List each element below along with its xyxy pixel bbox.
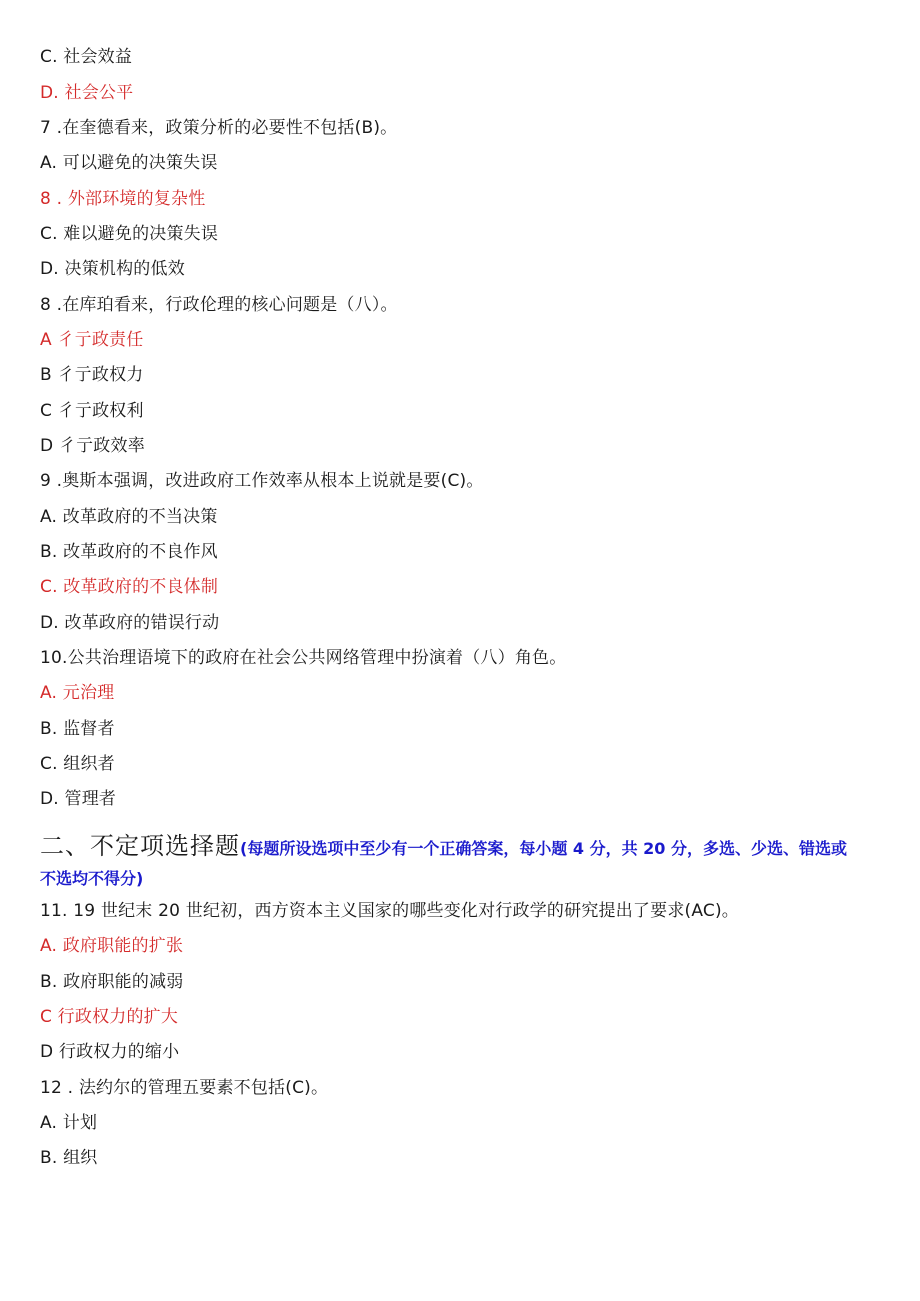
answer-option-line: D. 社会公平: [40, 83, 134, 103]
option-line: D. 管理者: [40, 789, 117, 809]
option-line: D 彳亍政效率: [40, 436, 145, 456]
question-12: 12 . 法约尔的管理五要素不包括(C)。: [40, 1078, 329, 1098]
option-line: A. 计划: [40, 1113, 98, 1133]
option-line: C 彳亍政权利: [40, 401, 144, 421]
question-8: 8 .在库珀看来，行政伦理的核心问题是（八）。: [40, 295, 398, 315]
question-7: 7 .在奎德看来，政策分析的必要性不包括(B)。: [40, 118, 398, 138]
answer-option-line: A 彳亍政责任: [40, 330, 144, 350]
answer-option-line: A. 政府职能的扩张: [40, 936, 184, 956]
option-line: C. 社会效益: [40, 47, 133, 67]
option-line: B. 改革政府的不良作风: [40, 542, 218, 562]
option-line: B 彳亍政权力: [40, 365, 144, 385]
option-line: C. 难以避免的决策失误: [40, 224, 219, 244]
option-line: A. 可以避免的决策失误: [40, 153, 218, 173]
option-line: C. 组织者: [40, 754, 115, 774]
option-line: A. 改革政府的不当决策: [40, 507, 218, 527]
answer-option-line: C. 改革政府的不良体制: [40, 577, 219, 597]
question-10: 10.公共治理语境下的政府在社会公共网络管理中扮演着（八）角色。: [40, 648, 567, 668]
question-9: 9 .奥斯本强调，改进政府工作效率从根本上说就是要(C)。: [40, 471, 484, 491]
section-instructions: (每题所设选项中至少有一个正确答案，每小题 4 分，共 20 分，多选、少选、错选或: [240, 839, 847, 858]
answer-option-line: 8 . 外部环境的复杂性: [40, 189, 206, 209]
section-heading: [40, 826, 847, 861]
answer-option-line: A. 元治理: [40, 683, 115, 703]
answer-option-line: C 行政权力的扩大: [40, 1007, 179, 1027]
option-line: D. 改革政府的错误行动: [40, 613, 220, 633]
option-line: B. 政府职能的减弱: [40, 972, 184, 992]
option-line: B. 监督者: [40, 719, 115, 739]
option-line: B. 组织: [40, 1148, 98, 1168]
option-line: D 行政权力的缩小: [40, 1042, 180, 1062]
option-line: D. 决策机构的低效: [40, 259, 185, 279]
section-title: 二、不定项选择题: [40, 832, 240, 860]
section-instructions-continued: 不选均不得分): [40, 869, 144, 888]
question-11: 11. 19 世纪末 20 世纪初，西方资本主义国家的哪些变化对行政学的研究提出了要求(AC)。: [40, 901, 739, 921]
